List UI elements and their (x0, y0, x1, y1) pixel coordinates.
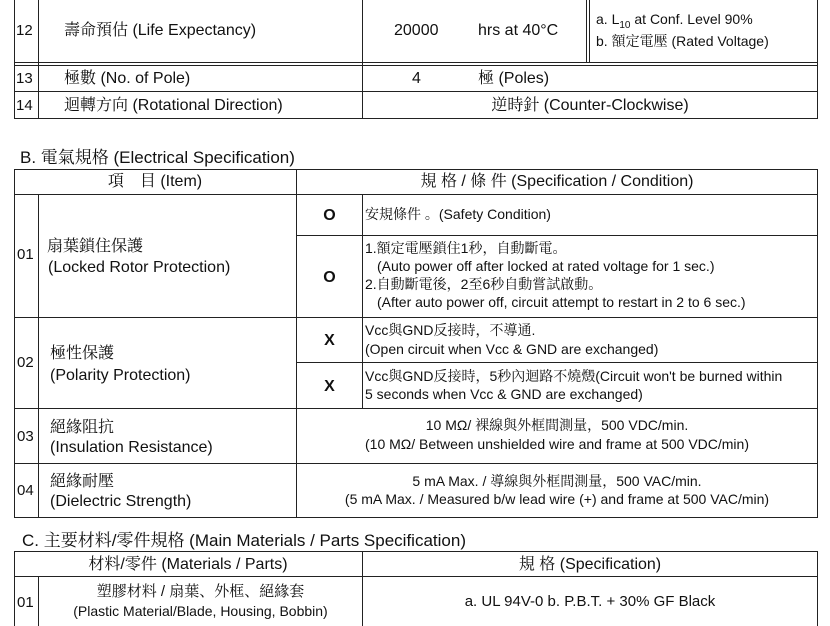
dielectric-label-en: (Dielectric Strength) (50, 493, 192, 510)
rotation-direction-value: 逆時針 (Counter-Clockwise) (491, 97, 689, 114)
auto-power-off-line: 1.額定電壓鎖住1秒，自動斷電。 (365, 240, 567, 256)
column-header-materials: 材料/零件 (Materials / Parts) (88, 556, 288, 573)
section-b-title: B. 電氣規格 (Electrical Specification) (20, 148, 295, 167)
insulation-spec-line: (10 MΩ/ Between unshielded wire and frame at 500 VDC/min) (365, 436, 749, 452)
locked-rotor-label-en: (Locked Rotor Protection) (48, 259, 231, 276)
open-circuit-line: Vcc與GND反接時，不導通. (365, 322, 536, 338)
polarity-label-en: (Polarity Protection) (50, 367, 191, 384)
insulation-label-zh: 絕緣阻抗 (50, 419, 115, 436)
no-burn-line: 5 seconds when Vcc & GND are exchanged) (365, 386, 643, 402)
auto-restart-line: (After auto power off, circuit attempt to restart in 2 to 6 sec.) (377, 294, 746, 310)
rated-voltage-note: b. 額定電壓 (Rated Voltage) (596, 33, 769, 49)
dielectric-spec-line: (5 mA Max. / Measured b/w lead wire (+) and frame at 500 VAC/min) (344, 491, 770, 507)
column-header-item: 項 目 (Item) (107, 173, 203, 190)
open-circuit-line: (Open circuit when Vcc & GND are exchanged) (365, 341, 659, 357)
rotation-direction-label: 迴轉方向 (Rotational Direction) (64, 97, 283, 114)
locked-rotor-label-zh: 扇葉鎖住保護 (47, 238, 144, 255)
auto-power-off-mark: O (323, 269, 336, 286)
open-circuit-mark: X (324, 332, 335, 349)
row-number: 14 (16, 97, 33, 114)
no-burn-mark: X (324, 378, 335, 395)
row-number: 01 (17, 594, 34, 611)
row-number: 02 (17, 354, 34, 371)
no-burn-line: Vcc與GND反接時，5秒內迴路不燒燬(Circuit won't be burned within (365, 368, 783, 384)
plastic-material-label-en: (Plastic Material/Blade, Housing, Bobbin) (73, 603, 328, 619)
row-number: 03 (17, 428, 34, 445)
life-expectancy-label: 壽命預估 (Life Expectancy) (64, 22, 257, 39)
confidence-level-note: a. $L_{10}$ at Conf. Level 90% (596, 11, 753, 31)
life-expectancy-unit: hrs at 40°C (478, 22, 559, 39)
plastic-material-label-zh: 塑膠材料 / 扇葉、外框、絕緣套 (96, 583, 305, 600)
dielectric-spec-line: 5 mA Max. / 導線與外框間測量，500 VAC/min. (412, 473, 702, 489)
auto-power-off-line: (Auto power off after locked at rated voltage for 1 sec.) (377, 258, 715, 274)
pole-count-value: 4 (412, 70, 421, 87)
safety-condition-mark: O (323, 207, 336, 224)
pole-count-unit: 極 (Poles) (478, 70, 550, 87)
column-header-spec: 規 格 / 條 件 (Specification / Condition) (420, 173, 694, 190)
row-number: 12 (16, 22, 33, 39)
insulation-label-en: (Insulation Resistance) (50, 439, 213, 456)
row-number: 13 (16, 70, 33, 87)
dielectric-label-zh: 絕緣耐壓 (50, 473, 115, 490)
column-header-spec: 規 格 (Specification) (518, 556, 662, 573)
auto-restart-line: 2.自動斷電後，2至6秒自動嘗試啟動。 (365, 276, 603, 292)
life-expectancy-value: 20000 (394, 22, 439, 39)
plastic-material-spec: a. UL 94V-0 b. P.B.T. + 30% GF Black (464, 593, 716, 610)
section-c-title: C. 主要材料/零件規格 (Main Materials / Parts Specification) (22, 531, 466, 550)
insulation-spec-line: 10 MΩ/ 裸線與外框間測量，500 VDC/min. (425, 417, 689, 433)
row-number: 04 (17, 482, 34, 499)
pole-count-label: 極數 (No. of Pole) (64, 70, 191, 87)
polarity-label-zh: 極性保護 (50, 345, 115, 362)
safety-condition-text: 安規條件 。(Safety Condition) (365, 206, 551, 222)
row-number: 01 (17, 246, 34, 263)
